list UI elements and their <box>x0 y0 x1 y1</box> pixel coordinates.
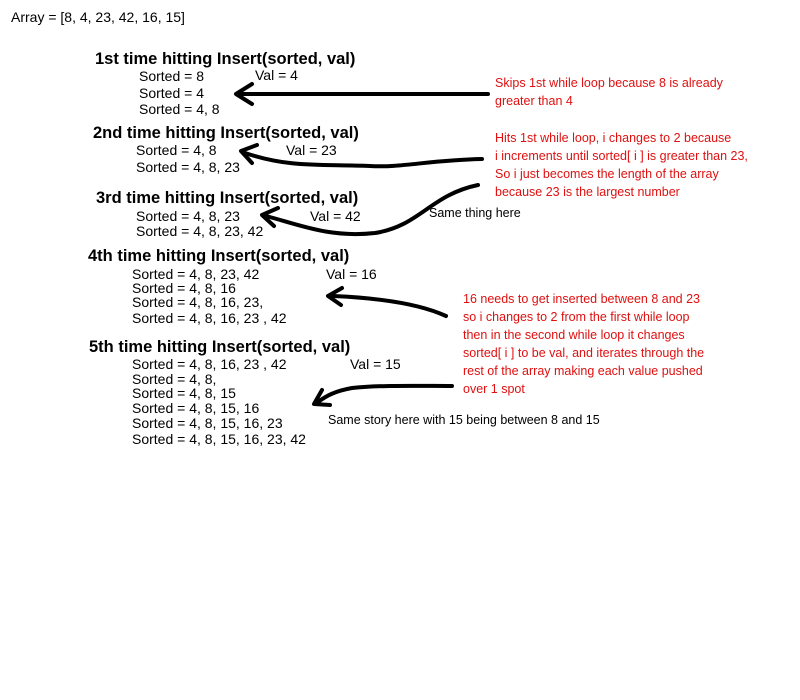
step-5-line: Sorted = 4, 8, 15, 16, 23, 42 <box>132 431 306 447</box>
step-4-line: Sorted = 4, 8, 16, 23, <box>132 294 264 310</box>
step-5-line: Sorted = 4, 8, 15 <box>132 385 236 401</box>
step-3-line: Sorted = 4, 8, 23 <box>136 208 240 224</box>
step-5-val: Val = 15 <box>350 356 401 372</box>
arrow-1 <box>236 84 488 104</box>
step-2-line: Sorted = 4, 8, 23 <box>136 159 240 175</box>
arrow-2 <box>241 142 482 166</box>
step-3-heading: 3rd time hitting Insert(sorted, val) <box>96 189 359 207</box>
step-1-val: Val = 4 <box>255 67 298 83</box>
annotation-3: Same thing here <box>429 206 521 220</box>
step-4-heading: 4th time hitting Insert(sorted, val) <box>88 247 350 265</box>
step-4-val: Val = 16 <box>326 266 377 282</box>
step-5-line: Sorted = 4, 8, 15, 16 <box>132 400 260 416</box>
step-1-heading: 1st time hitting Insert(sorted, val) <box>95 50 356 68</box>
step-1-line: Sorted = 8 <box>139 68 204 84</box>
annotation-4-line: over 1 spot <box>463 382 525 396</box>
annotation-2-line: i increments until sorted[ i ] is greater than 23, <box>495 149 748 163</box>
step-1-line: Sorted = 4, 8 <box>139 101 220 117</box>
step-4-line: Sorted = 4, 8, 23, 42 <box>132 266 260 282</box>
step-4-line: Sorted = 4, 8, 16, 23 , 42 <box>132 310 287 326</box>
step-5-line: Sorted = 4, 8, 15, 16, 23 <box>132 415 283 431</box>
arrow-4 <box>328 288 446 316</box>
step-5-heading: 5th time hitting Insert(sorted, val) <box>89 338 351 356</box>
annotation-4-line: sorted[ i ] to be val, and iterates through the <box>463 346 705 360</box>
step-2-val: Val = 23 <box>286 142 337 158</box>
step-5-line: Sorted = 4, 8, 16, 23 , 42 <box>132 356 287 372</box>
step-2-line: Sorted = 4, 8 <box>136 142 217 158</box>
array-title: Array = [8, 4, 23, 42, 16, 15] <box>11 9 185 25</box>
annotation-1-line: greater than 4 <box>495 94 573 108</box>
step-3-val: Val = 42 <box>310 208 361 224</box>
annotation-4-line: rest of the array making each value pushed <box>463 364 703 378</box>
annotation-4-line: so i changes to 2 from the first while loop <box>463 310 690 324</box>
arrow-5 <box>314 386 452 405</box>
step-3-line: Sorted = 4, 8, 23, 42 <box>136 223 264 239</box>
annotation-4-line: then in the second while loop it changes <box>463 328 685 342</box>
annotation-2-line: Hits 1st while loop, i changes to 2 because <box>495 131 732 145</box>
annotation-5: Same story here with 15 being between 8 and 15 <box>328 413 600 427</box>
step-4-line: Sorted = 4, 8, 16 <box>132 280 236 296</box>
annotation-1-line: Skips 1st while loop because 8 is already <box>495 76 723 90</box>
step-5-line: Sorted = 4, 8, <box>132 371 217 387</box>
arrow-3 <box>262 185 478 234</box>
annotation-2-line: because 23 is the largest number <box>495 185 680 199</box>
step-2-heading: 2nd time hitting Insert(sorted, val) <box>93 124 359 142</box>
annotation-2-line: So i just becomes the length of the array <box>495 167 719 181</box>
step-1-line: Sorted = 4 <box>139 85 204 101</box>
annotation-4-line: 16 needs to get inserted between 8 and 23 <box>463 292 700 306</box>
